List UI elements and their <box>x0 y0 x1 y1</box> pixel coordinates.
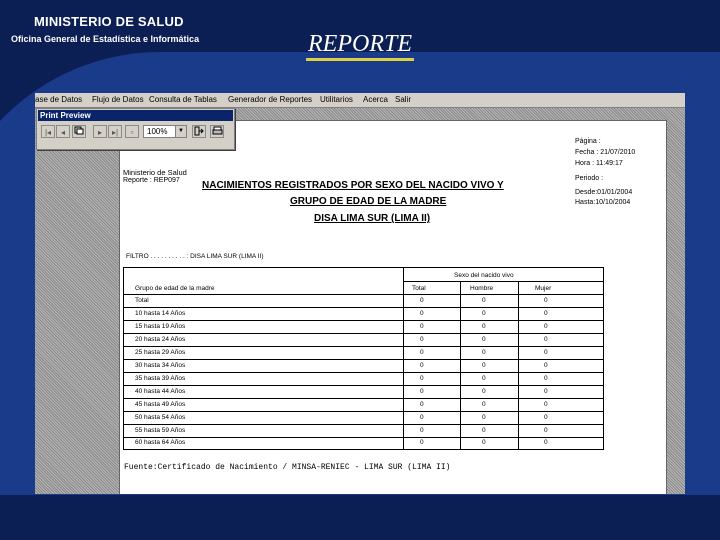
table-cell-female: 0 <box>544 375 548 382</box>
table-cell-age: 60 hasta 64 Años <box>135 439 186 446</box>
table-cell-total: 0 <box>420 349 424 356</box>
table-cell-male: 0 <box>482 375 486 382</box>
table-cell-age: 35 hasta 39 Años <box>135 375 186 382</box>
column-header-age-group: Grupo de edad de la madre <box>135 285 215 292</box>
menu-item-base-datos[interactable]: ase de Datos <box>35 95 83 104</box>
table-cell-female: 0 <box>544 349 548 356</box>
column-header-male: Hombre <box>470 285 494 292</box>
table-group-header: Sexo del nacido vivo <box>454 272 514 279</box>
table-cell-female: 0 <box>544 297 548 304</box>
table-cell-age: 55 hasta 59 Años <box>135 427 186 434</box>
table-cell-age: 25 hasta 29 Años <box>135 349 186 356</box>
table-cell-age: 20 hasta 24 Años <box>135 336 186 343</box>
menu-item-flujo-datos[interactable]: Flujo de Datos <box>92 95 144 104</box>
table-cell-total: 0 <box>420 375 424 382</box>
table-cell-male: 0 <box>482 414 486 421</box>
menu-item-salir[interactable]: Salir <box>395 95 412 104</box>
chevron-down-icon[interactable]: ▼ <box>175 126 186 137</box>
print-preview-toolbar <box>36 108 235 150</box>
office-name: Oficina General de Estadística e Informática <box>11 34 200 44</box>
application-window <box>35 93 685 494</box>
table-cell-total: 0 <box>420 414 424 421</box>
meta-time: Hora : 11:49:17 <box>575 160 623 167</box>
zoom-value: 100% <box>147 127 168 136</box>
menu-item-generador-reportes[interactable]: Generador de Reportes <box>228 95 313 104</box>
report-filter: FILTRO . . . . . . . . . . : DISA LIMA SUR (LIMA II) <box>126 253 264 260</box>
first-page-icon[interactable]: |◂ <box>41 125 55 138</box>
meta-date: Fecha : 21/07/2010 <box>575 149 636 156</box>
table-cell-age: 15 hasta 19 Años <box>135 323 186 330</box>
table-cell-female: 0 <box>544 401 548 408</box>
meta-period: Periodo : <box>575 175 604 182</box>
table-cell-age: 10 hasta 14 Años <box>135 310 186 317</box>
table-cell-female: 0 <box>544 414 548 421</box>
menu-bar <box>35 93 685 108</box>
meta-from: Desde:01/01/2004 <box>575 189 633 196</box>
column-header-female: Mujer <box>535 285 552 292</box>
menu-item-acerca[interactable]: Acerca <box>363 95 388 104</box>
column-header-total: Total <box>412 285 426 292</box>
print-preview-buttons <box>37 123 234 143</box>
exit-preview-icon[interactable] <box>192 125 206 138</box>
close-preview-icon[interactable]: ▫ <box>125 125 139 138</box>
table-cell-total: 0 <box>420 439 424 446</box>
table-cell-male: 0 <box>482 427 486 434</box>
org-name: Ministerio de Salud <box>123 168 187 177</box>
table-cell-male: 0 <box>482 388 486 395</box>
table-cell-age: Total <box>135 297 149 304</box>
slide-title: REPORTE <box>306 30 414 61</box>
table-cell-total: 0 <box>420 323 424 330</box>
table-cell-age: 50 hasta 54 Años <box>135 414 186 421</box>
background-bottom <box>0 495 720 540</box>
table-cell-male: 0 <box>482 349 486 356</box>
report-code: Reporte : REP097 <box>123 177 180 184</box>
report-footer-source: Fuente:Certificado de Nacimiento / MINSA-RENIEC - LIMA SUR (LIMA II) <box>124 463 451 472</box>
table-cell-total: 0 <box>420 401 424 408</box>
table-cell-total: 0 <box>420 336 424 343</box>
meta-to: Hasta:10/10/2004 <box>575 199 631 206</box>
previous-page-icon[interactable]: ◂ <box>56 125 70 138</box>
table-cell-female: 0 <box>544 427 548 434</box>
zoom-toggle-icon[interactable] <box>72 125 86 138</box>
zoom-select[interactable] <box>143 125 187 138</box>
table-cell-male: 0 <box>482 336 486 343</box>
table-cell-female: 0 <box>544 310 548 317</box>
table-cell-male: 0 <box>482 323 486 330</box>
print-icon[interactable] <box>210 125 224 138</box>
report-title-line1: NACIMIENTOS REGISTRADOS POR SEXO DEL NACIDO VIVO Y <box>202 180 504 191</box>
print-preview-title: Print Preview <box>38 110 233 121</box>
menu-item-utilitarios[interactable]: Utilitarios <box>320 95 353 104</box>
table-cell-age: 40 hasta 44 Años <box>135 388 186 395</box>
table-cell-male: 0 <box>482 310 486 317</box>
report-title-line2: GRUPO DE EDAD DE LA MADRE <box>290 196 447 207</box>
table-cell-total: 0 <box>420 388 424 395</box>
table-cell-age: 45 hasta 49 Años <box>135 401 186 408</box>
meta-page: Página : <box>575 138 601 145</box>
table-cell-age: 30 hasta 34 Años <box>135 362 186 369</box>
next-page-icon[interactable]: ▸ <box>93 125 107 138</box>
table-cell-female: 0 <box>544 323 548 330</box>
last-page-icon[interactable]: ▸| <box>108 125 122 138</box>
table-cell-female: 0 <box>544 388 548 395</box>
table-cell-male: 0 <box>482 362 486 369</box>
table-cell-total: 0 <box>420 427 424 434</box>
table-cell-male: 0 <box>482 297 486 304</box>
table-cell-total: 0 <box>420 310 424 317</box>
table-cell-female: 0 <box>544 439 548 446</box>
report-page <box>119 120 667 494</box>
table-cell-total: 0 <box>420 297 424 304</box>
table-cell-total: 0 <box>420 362 424 369</box>
report-table <box>120 267 603 449</box>
table-cell-female: 0 <box>544 362 548 369</box>
menu-item-consulta-tablas[interactable]: Consulta de Tablas <box>149 95 217 104</box>
ministry-name: MINISTERIO DE SALUD <box>34 14 184 29</box>
table-cell-male: 0 <box>482 439 486 446</box>
table-cell-female: 0 <box>544 336 548 343</box>
report-title-line3: DISA LIMA SUR (LIMA II) <box>314 213 431 224</box>
table-cell-male: 0 <box>482 401 486 408</box>
